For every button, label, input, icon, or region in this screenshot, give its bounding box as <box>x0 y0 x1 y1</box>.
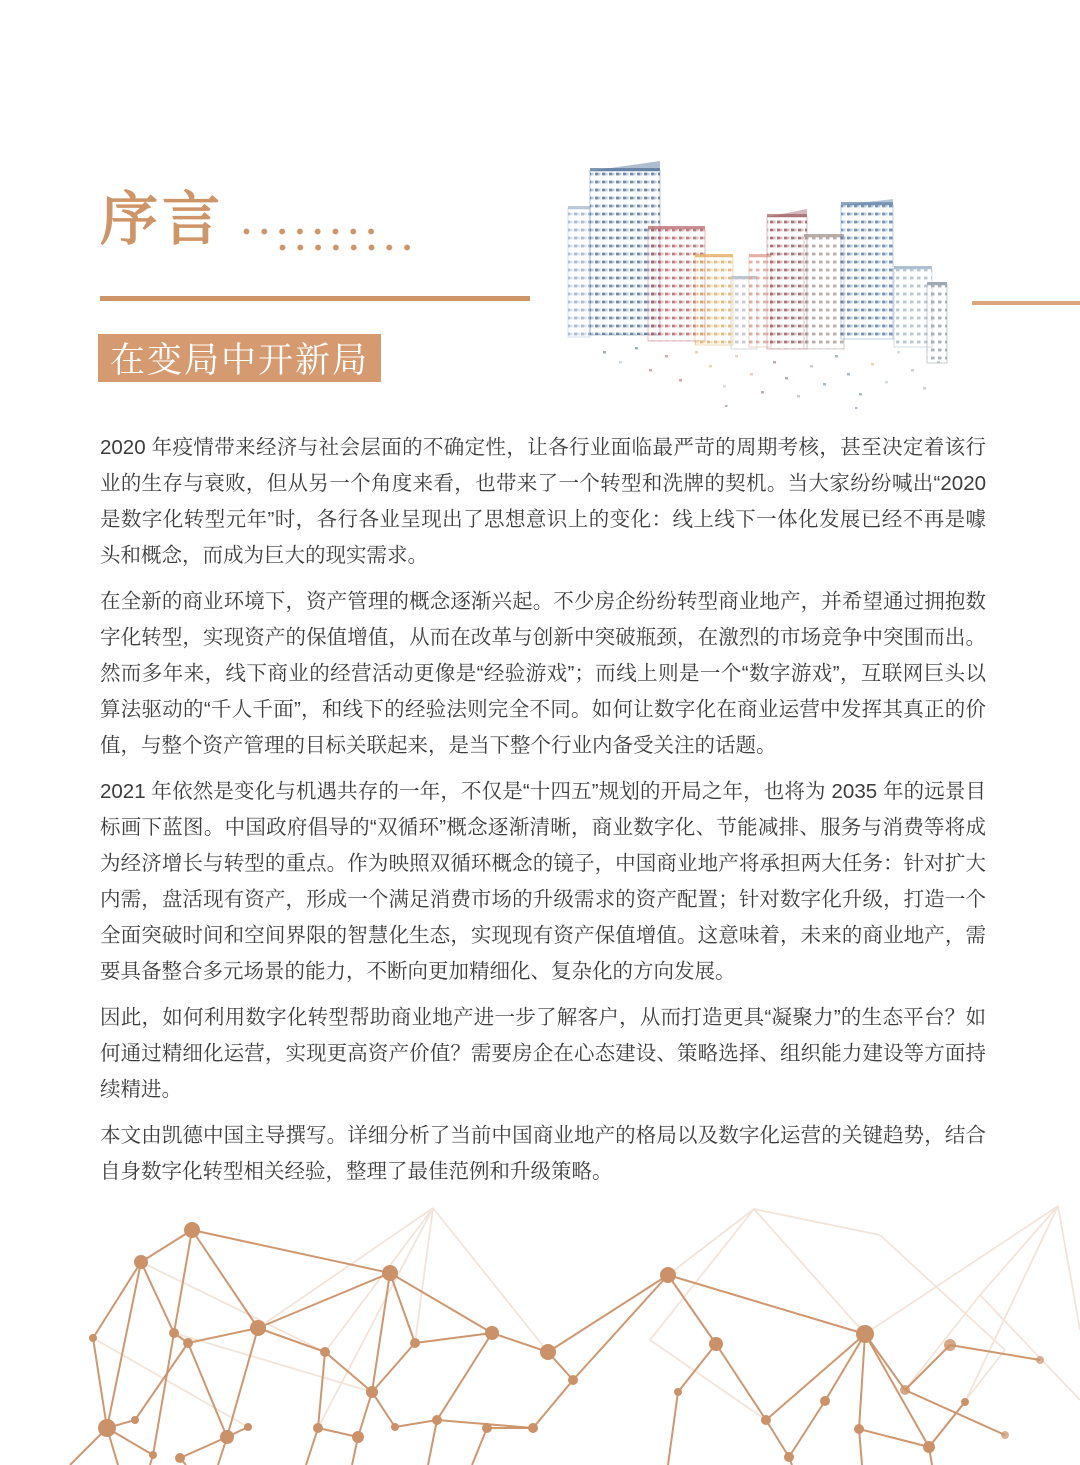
city-skyline-icon <box>545 155 975 415</box>
body-paragraph: 在全新的商业环境下，资产管理的概念逐渐兴起。不少房企纷纷转型商业地产，并希望通过拥抱数字化转型，实现资产的保值增值，从而在改革与创新中突破瓶颈，在激烈的市场竞争中突围而出。然而多年来，线下商业的经营活动更像是“经验游戏”；而线上则是一个“数字游戏”，互联网巨头以算法驱动的“千人千面”，和线下的经验法则完全不同。如何让数字化在商业运营中发挥其真正的价值，与整个资产管理的目标关联起来，是当下整个行业内备受关注的话题。 <box>100 590 986 757</box>
network-mesh-icon <box>0 1200 1080 1465</box>
preface-body <box>100 430 986 1200</box>
dotted-accent-icon <box>243 228 385 235</box>
body-paragraph: 2021 年依然是变化与机遇共存的一年，不仅是“十四五”规划的开局之年，也将为 2035 年的远景目标画下蓝图。中国政府倡导的“双循环”概念逐渐清晰，商业数字化、节能减排、服务与消费等将成为经济增长与转型的重点。作为映照双循环概念的镜子，中国商业地产将承担两大任务：针对扩大内需，盘活现有资产，形成一个满足消费市场的升级需求的资产配置；针对数字化升级，打造一个全面突破时间和空间界限的智慧化生态，实现现有资产保值增值。这意味着，未来的商业地产，需要具备整合多元场景的能力，不断向更加精细化、复杂化的方向发展。 <box>100 780 986 983</box>
dotted-accent-icon <box>279 244 421 251</box>
right-edge-dash <box>972 301 1080 305</box>
body-paragraph: 2020 年疫情带来经济与社会层面的不确定性，让各行业面临最严苛的周期考核，甚至决定着该行业的生存与衰败，但从另一个角度来看，也带来了一个转型和洗牌的契机。当大家纷纷喊出“2020 是数字化转型元年”时，各行各业呈现出了思想意识上的变化：线上线下一体化发展已经不再是噱头和概念，而成为巨大的现实需求。 <box>100 436 986 567</box>
section-subtitle: 在变局中开新局 <box>98 334 381 382</box>
body-paragraph: 因此，如何利用数字化转型帮助商业地产进一步了解客户，从而打造更具“凝聚力”的生态平台？如何通过精细化运营，实现更高资产价值？需要房企在心态建设、策略选择、组织能力建设等方面持续精进。 <box>100 1006 986 1101</box>
title-underline <box>100 296 530 301</box>
page-title: 序言 <box>100 187 225 252</box>
body-paragraph: 本文由凯德中国主导撰写。详细分析了当前中国商业地产的格局以及数字化运营的关键趋势，结合自身数字化转型相关经验，整理了最佳范例和升级策略。 <box>100 1124 986 1183</box>
